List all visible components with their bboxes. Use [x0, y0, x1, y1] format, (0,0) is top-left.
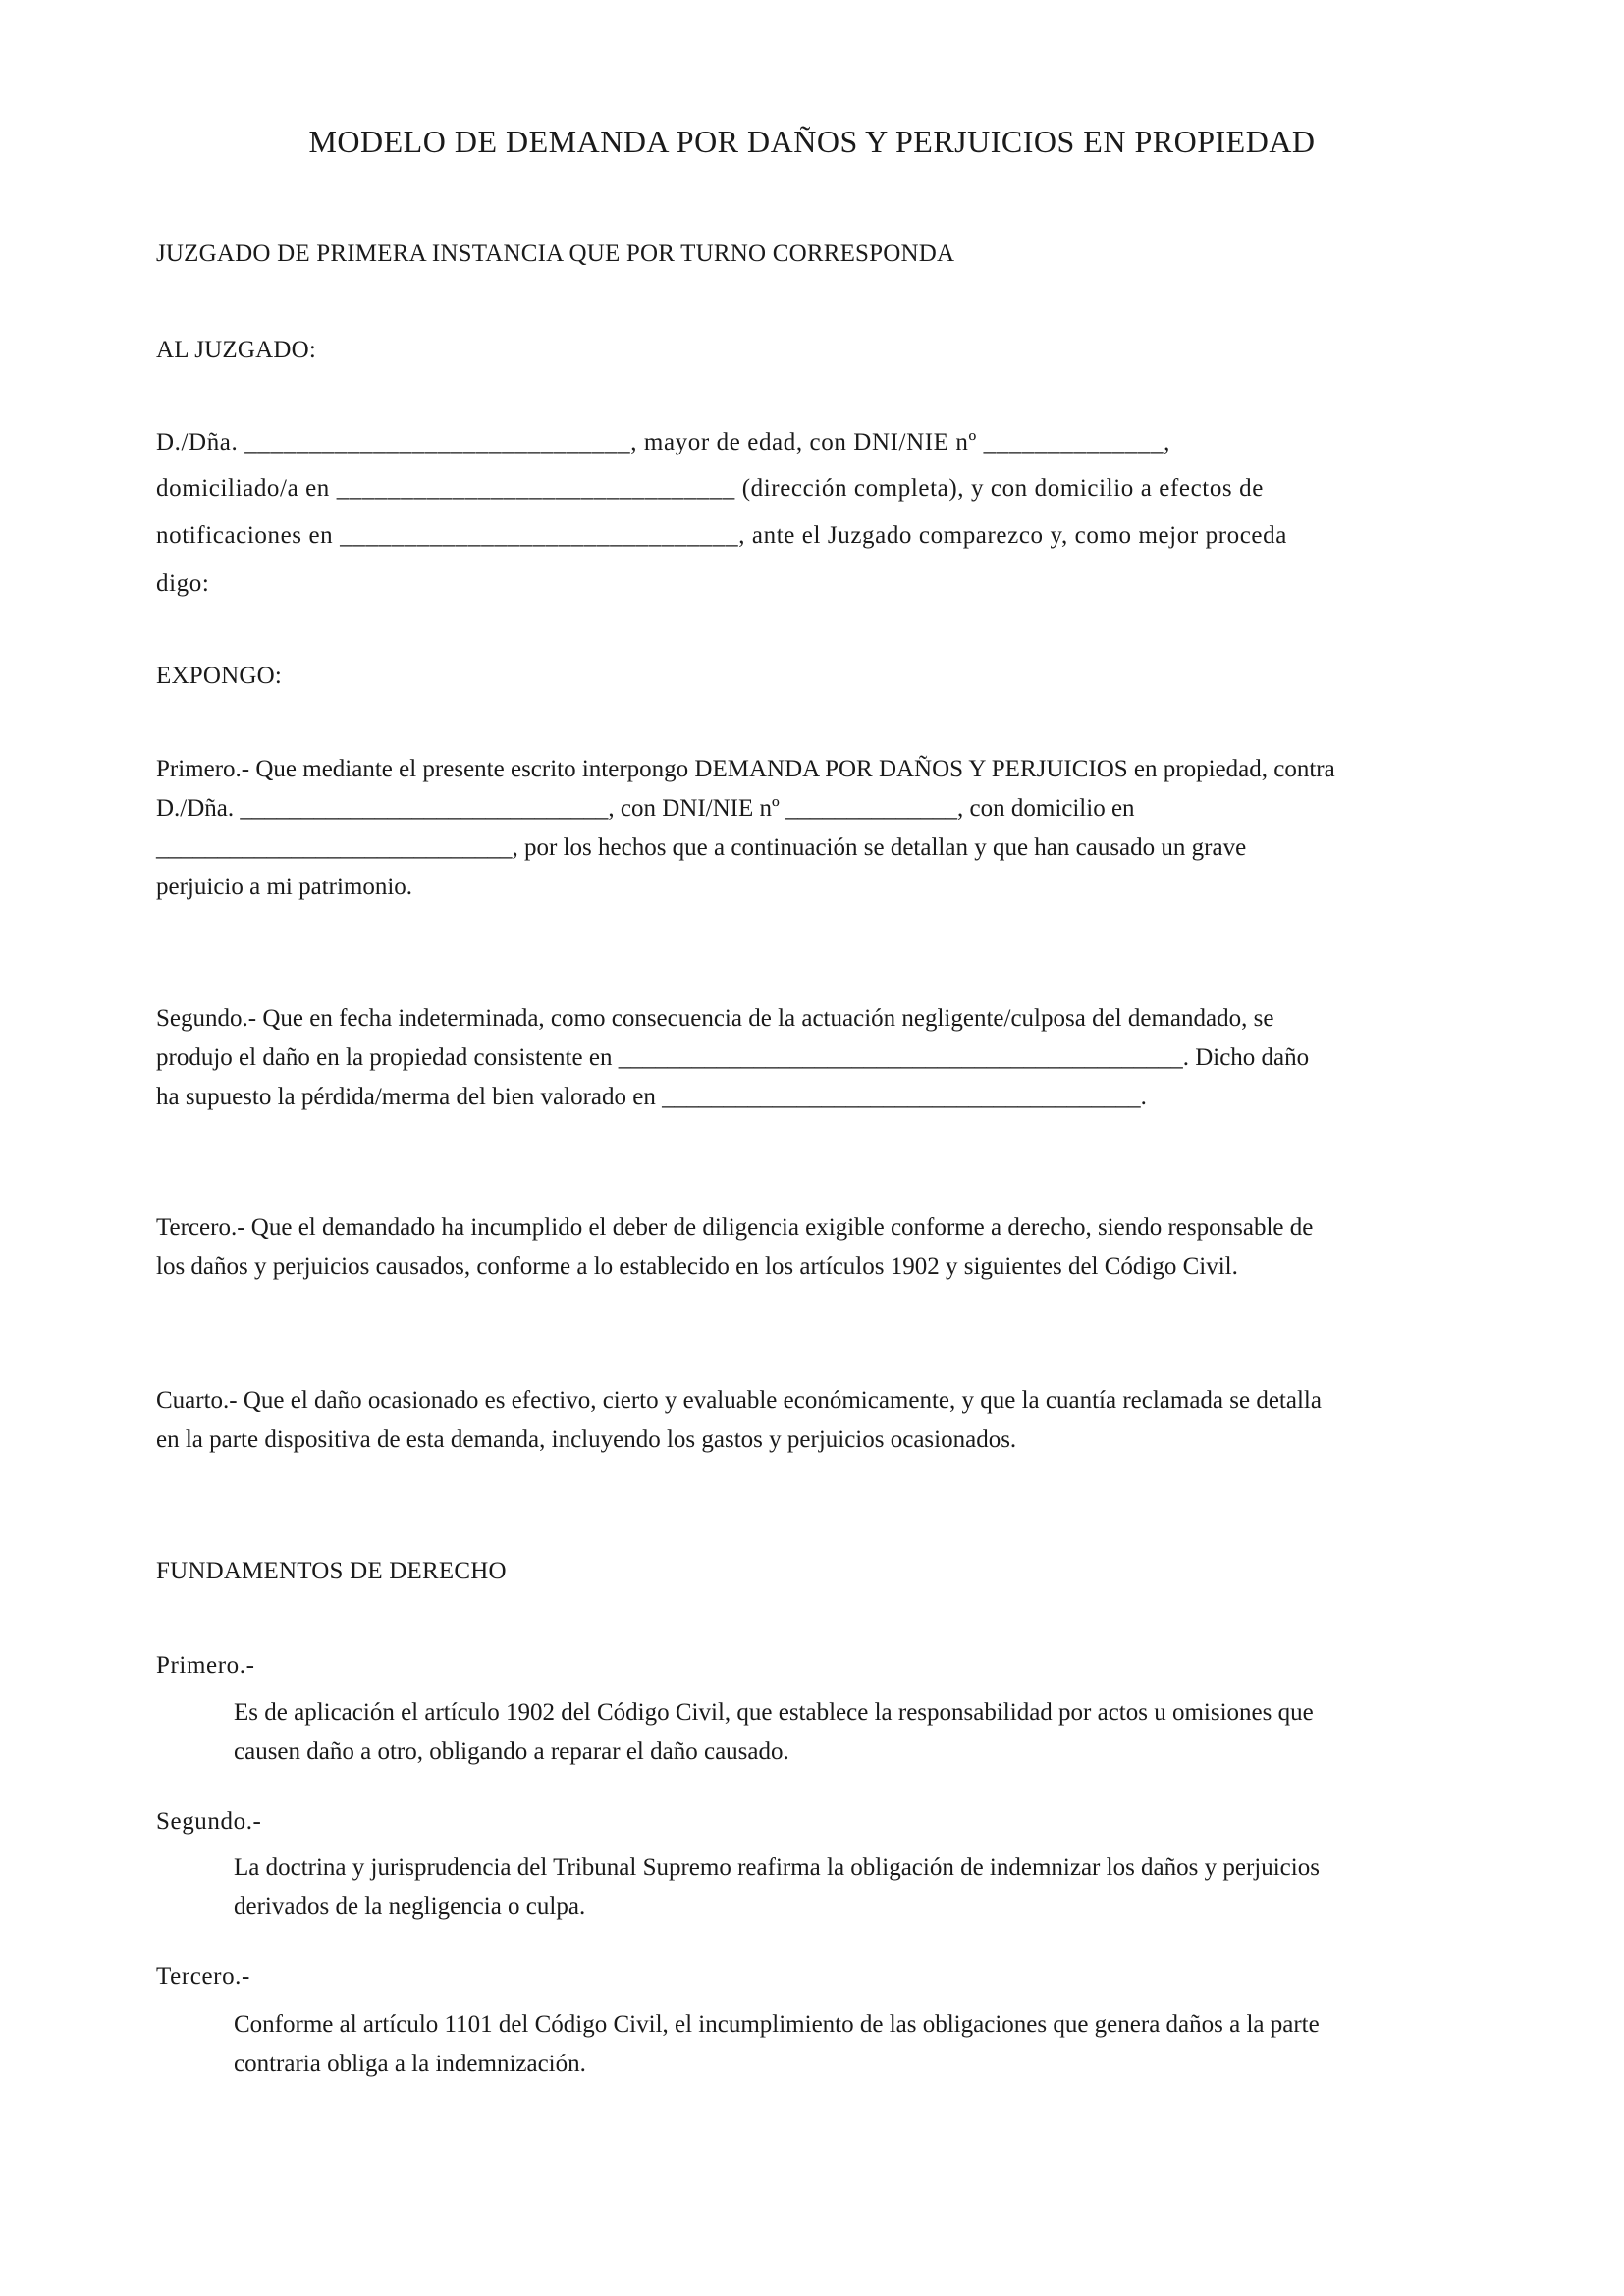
- fundamento-line: derivados de la negligencia o culpa.: [234, 1894, 586, 1920]
- primero-line: D./Dña. ______________________________, con DNI/NIE nº ______________, con domicilio en: [156, 795, 1135, 822]
- cuarto-line: en la parte dispositiva de esta demanda, incluyendo los gastos y perjuicios ocasionados.: [156, 1426, 1017, 1453]
- primero-line: perjuicio a mi patrimonio.: [156, 874, 413, 900]
- segundo-line: produjo el daño en la propiedad consistente en ______________________________________________. Dicho daño: [156, 1044, 1310, 1071]
- intro-line: D./Dña. ______________________________, mayor de edad, con DNI/NIE nº ______________,: [156, 429, 1170, 455]
- primero-line: _____________________________, por los hechos que a continuación se detallan y que han causado un grave: [156, 834, 1247, 861]
- cuarto-line: Cuarto.- Que el daño ocasionado es efectivo, cierto y evaluable económicamente, y que la cuantía reclamada se detalla: [156, 1387, 1322, 1414]
- tercero-line: los daños y perjuicios causados, conforme a lo establecido en los artículos 1902 y siguientes del Código Civil.: [156, 1254, 1238, 1280]
- primero-line: Primero.- Que mediante el presente escrito interpongo DEMANDA POR DAÑOS Y PERJUICIOS en propiedad, contra: [156, 756, 1335, 782]
- court-line: JUZGADO DE PRIMERA INSTANCIA QUE POR TURNO CORRESPONDA: [156, 240, 955, 267]
- fundamento-line: causen daño a otro, obligando a reparar el daño causado.: [234, 1738, 789, 1765]
- fundamento-line: Conforme al artículo 1101 del Código Civil, el incumplimiento de las obligaciones que genera daños a la parte: [234, 2011, 1320, 2038]
- fundamento-line: contraria obliga a la indemnización.: [234, 2051, 586, 2077]
- segundo-line: Segundo.- Que en fecha indeterminada, como consecuencia de la actuación negligente/culposa del demandado, se: [156, 1005, 1274, 1032]
- fundamento-label: Tercero.-: [156, 1963, 250, 1990]
- intro-line: notificaciones en _______________________________, ante el Juzgado comparezco y, como mejor proceda: [156, 522, 1287, 549]
- tercero-line: Tercero.- Que el demandado ha incumplido el deber de diligencia exigible conforme a derecho, siendo responsable de: [156, 1214, 1314, 1241]
- addressee-line: AL JUZGADO:: [156, 337, 317, 363]
- document-title: MODELO DE DEMANDA POR DAÑOS Y PERJUICIOS EN PROPIEDAD: [308, 124, 1316, 159]
- intro-line: domiciliado/a en _______________________________ (dirección completa), y con domicilio a efectos de: [156, 475, 1264, 502]
- fundamento-line: La doctrina y jurisprudencia del Tribunal Supremo reafirma la obligación de indemnizar los daños y perjuicios: [234, 1854, 1320, 1881]
- fundamento-label: Primero.-: [156, 1652, 255, 1679]
- intro-line: digo:: [156, 570, 210, 597]
- fundamento-label: Segundo.-: [156, 1808, 262, 1835]
- segundo-line: ha supuesto la pérdida/merma del bien valorado en _______________________________________.: [156, 1084, 1147, 1110]
- expongo-heading: EXPONGO:: [156, 663, 282, 689]
- fundamentos-heading: FUNDAMENTOS DE DERECHO: [156, 1558, 507, 1584]
- fundamento-line: Es de aplicación el artículo 1902 del Código Civil, que establece la responsabilidad por actos u omisiones que: [234, 1699, 1314, 1726]
